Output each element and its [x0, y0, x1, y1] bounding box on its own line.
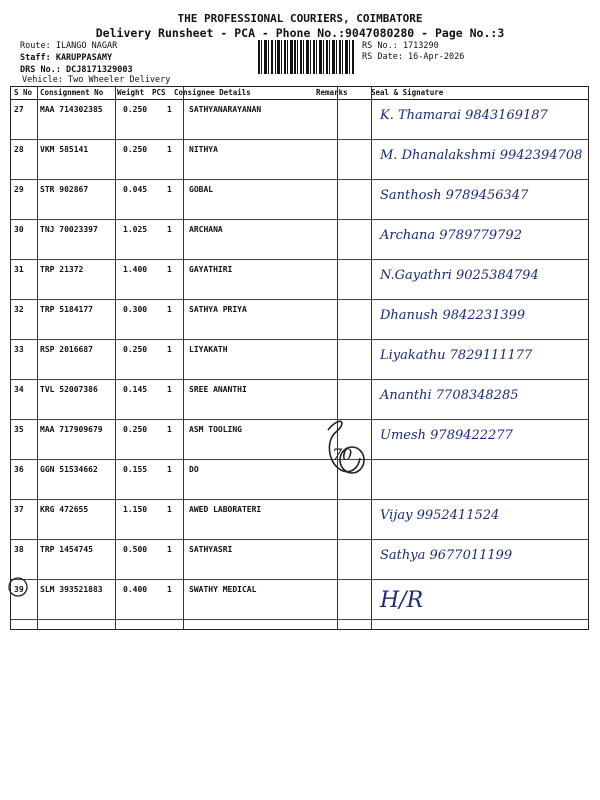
row-weight: 0.045 — [123, 185, 148, 194]
row-consignee: ARCHANA — [189, 225, 223, 234]
row-sno: 28 — [14, 145, 24, 154]
remarks-mark-text: 70 — [332, 445, 353, 464]
handwritten-signature: Sathya 9677011199 — [380, 548, 513, 563]
runsheet-subtitle: Delivery Runsheet - PCA - Phone No.:9047080280 - Page No.:3 — [95, 26, 505, 40]
col-signature: Seal & Signature — [371, 88, 444, 97]
row-sno: 39 — [14, 585, 24, 594]
row-consignee: SATHYANARAYANAN — [189, 105, 262, 114]
row-consignment: MAA 714302385 — [40, 105, 103, 114]
row-consignee: DO — [189, 465, 199, 474]
row-weight: 0.250 — [123, 345, 148, 354]
row-pcs: 1 — [167, 425, 172, 434]
row-sno: 35 — [14, 425, 24, 434]
row-consignment: GGN 51534662 — [40, 465, 98, 474]
handwritten-signature: Vijay 9952411524 — [380, 508, 500, 523]
row-weight: 1.150 — [123, 505, 148, 514]
row-pcs: 1 — [167, 505, 172, 514]
handwritten-signature: H/R — [380, 588, 424, 613]
row-consignment: MAA 717909679 — [40, 425, 103, 434]
row-sno: 34 — [14, 385, 24, 394]
col-pcs: PCS — [152, 88, 166, 97]
col-consignee: Consignee Details — [174, 88, 251, 97]
row-consignment: TNJ 70023397 — [40, 225, 98, 234]
row-weight: 1.400 — [123, 265, 148, 274]
row-consignee: SWATHY MEDICAL — [189, 585, 257, 594]
row-consignee: LIYAKATH — [189, 345, 228, 354]
drs-number: DRS No.: DCJ8171329003 — [20, 65, 133, 75]
rs-number: RS No.: 1713290 — [362, 41, 439, 51]
row-consignment: TRP 1454745 — [40, 545, 93, 554]
row-consignment: STR 902867 — [40, 185, 89, 194]
row-consignment: KRG 472655 — [40, 505, 89, 514]
row-sno: 29 — [14, 185, 24, 194]
row-consignee: ASM TOOLING — [189, 425, 242, 434]
row-weight: 1.025 — [123, 225, 148, 234]
col-remarks: Remarks — [316, 88, 348, 97]
handwritten-signature: Santhosh 9789456347 — [380, 188, 529, 203]
row-39-circle — [7, 576, 29, 598]
row-consignment: VKM 585141 — [40, 145, 89, 154]
row-weight: 0.250 — [123, 145, 148, 154]
row-pcs: 1 — [167, 305, 172, 314]
row-pcs: 1 — [167, 185, 172, 194]
row-pcs: 1 — [167, 545, 172, 554]
table-row — [11, 499, 588, 540]
table-row — [11, 579, 588, 620]
handwritten-signature: Dhanush 9842231399 — [380, 308, 526, 323]
vehicle-label: Vehicle: Two Wheeler Delivery — [22, 75, 171, 85]
table-row — [11, 459, 588, 500]
row-pcs: 1 — [167, 145, 172, 154]
row-consignment: RSP 2016687 — [40, 345, 93, 354]
handwritten-signature: K. Thamarai 9843169187 — [380, 108, 548, 123]
row-consignment: SLM 393521883 — [40, 585, 103, 594]
row-pcs: 1 — [167, 585, 172, 594]
row-sno: 31 — [14, 265, 24, 274]
row-pcs: 1 — [167, 345, 172, 354]
row-weight: 0.300 — [123, 305, 148, 314]
row-consignee: SATHYASRI — [189, 545, 233, 554]
row-weight: 0.400 — [123, 585, 148, 594]
row-pcs: 1 — [167, 465, 172, 474]
route-label: Route: ILANGO NAGAR — [20, 41, 118, 51]
row-weight: 0.500 — [123, 545, 148, 554]
row-consignee: GAYATHIRI — [189, 265, 233, 274]
row-consignee: SREE ANANTHI — [189, 385, 247, 394]
staff-label: Staff: KARUPPASAMY — [20, 53, 113, 63]
handwritten-signature: Umesh 9789422277 — [380, 428, 513, 443]
row-pcs: 1 — [167, 385, 172, 394]
row-pcs: 1 — [167, 265, 172, 274]
row-sno: 36 — [14, 465, 24, 474]
row-consignee: AWED LABORATERI — [189, 505, 262, 514]
col-consignment: Consignment No — [40, 88, 104, 97]
row-sno: 30 — [14, 225, 24, 234]
handwritten-signature: N.Gayathri 9025384794 — [380, 268, 539, 283]
barcode-image — [258, 40, 356, 74]
row-weight: 0.155 — [123, 465, 148, 474]
rs-date: RS Date: 16-Apr-2026 — [362, 52, 465, 62]
row-consignee: NITHYA — [189, 145, 218, 154]
row-consignment: TRP 5184177 — [40, 305, 93, 314]
row-sno: 33 — [14, 345, 24, 354]
row-weight: 0.145 — [123, 385, 148, 394]
handwritten-signature: M. Dhanalakshmi 9942394708 — [380, 148, 583, 163]
col-weight: Weight — [117, 88, 145, 97]
row-weight: 0.250 — [123, 425, 148, 434]
row-sno: 32 — [14, 305, 24, 314]
row-consignment: TVL 52007386 — [40, 385, 98, 394]
col-sno: S No — [14, 88, 33, 97]
row-pcs: 1 — [167, 225, 172, 234]
handwritten-signature: Archana 9789779792 — [380, 228, 522, 243]
row-weight: 0.250 — [123, 105, 148, 114]
handwritten-signature: Ananthi 7708348285 — [380, 388, 519, 403]
row-consignee: SATHYA PRIYA — [189, 305, 247, 314]
row-consignment: TRP 21372 — [40, 265, 84, 274]
row-pcs: 1 — [167, 105, 172, 114]
row-sno: 37 — [14, 505, 24, 514]
handwritten-signature: Liyakathu 7829111177 — [380, 348, 533, 363]
row-sno: 38 — [14, 545, 24, 554]
company-title: THE PROFESSIONAL COURIERS, COIMBATORE — [177, 12, 423, 25]
row-sno: 27 — [14, 105, 24, 114]
row-consignee: GOBAL — [189, 185, 214, 194]
